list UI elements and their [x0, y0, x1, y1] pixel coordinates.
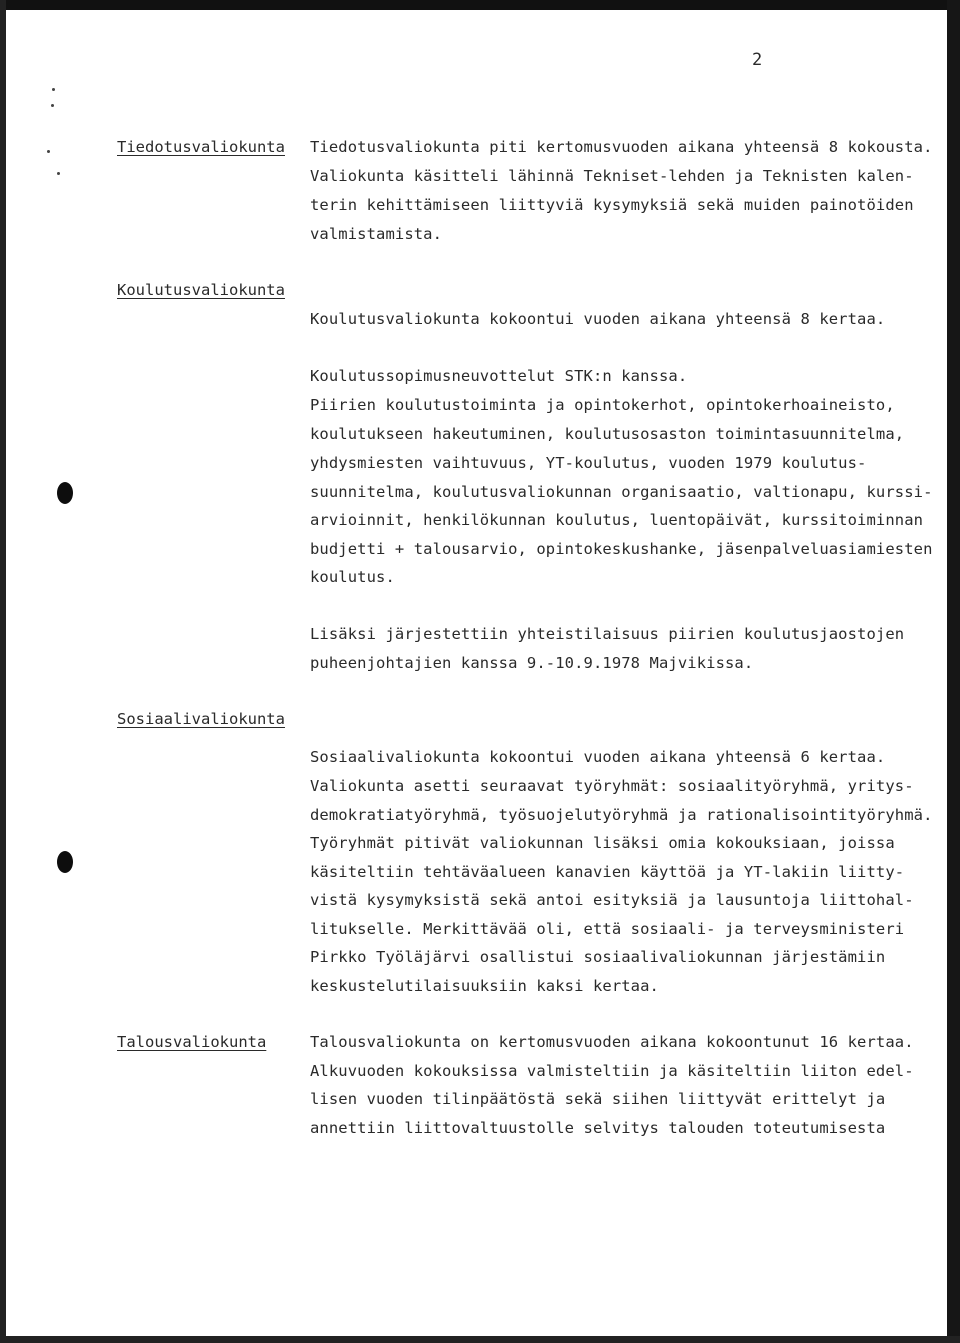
scan-speck — [57, 172, 60, 175]
body-line: annettiin liittovaltuustolle selvitys talouden toteutumisesta — [310, 1119, 886, 1137]
section-heading-sosiaali: Sosiaalivaliokunta — [117, 710, 285, 728]
body-line: litukselle. Merkittävää oli, että sosiaali- ja terveysministeri — [310, 920, 905, 938]
body-line: Valiokunta käsitteli lähinnä Tekniset-lehden ja Teknisten kalen- — [310, 167, 914, 185]
scan-speck — [51, 104, 54, 107]
section-heading-tiedotus: Tiedotusvaliokunta — [117, 138, 285, 156]
body-line: käsiteltiin tehtäväalueen kanavien käyttöä ja YT-lakiin liitty- — [310, 863, 905, 881]
body-line: valmistamista. — [310, 225, 443, 243]
scan-border-right — [947, 0, 960, 1343]
body-line: Pirkko Työläjärvi osallistui sosiaalivaliokunnan järjestämiin — [310, 948, 886, 966]
scan-border-bottom — [0, 1336, 960, 1343]
body-line: keskustelutilaisuuksiin kaksi kertaa. — [310, 977, 659, 995]
body-line: Alkuvuoden kokouksissa valmisteltiin ja käsiteltiin liiton edel- — [310, 1062, 914, 1080]
punch-hole-upper — [57, 482, 73, 504]
body-line: koulutus. — [310, 568, 395, 586]
scan-border-top — [0, 0, 960, 10]
body-line: puheenjohtajien kanssa 9.-10.9.1978 Majvikissa. — [310, 654, 754, 672]
body-line: Valiokunta asetti seuraavat työryhmät: sosiaalityöryhmä, yritys- — [310, 777, 914, 795]
scan-border-left — [0, 0, 6, 1343]
punch-hole-lower — [57, 851, 73, 873]
page-number: 2 — [752, 50, 763, 70]
section-heading-talous: Talousvaliokunta — [117, 1033, 267, 1051]
body-line: Talousvaliokunta on kertomusvuoden aikana kokoontunut 16 kertaa. — [310, 1033, 914, 1051]
body-line: Tiedotusvaliokunta piti kertomusvuoden aikana yhteensä 8 kokousta. — [310, 138, 933, 156]
body-line: Sosiaalivaliokunta kokoontui vuoden aikana yhteensä 6 kertaa. — [310, 748, 886, 766]
body-line: Piirien koulutustoiminta ja opintokerhot, opintokerhoaineisto, — [310, 396, 895, 414]
body-line: demokratiatyöryhmä, työsuojelutyöryhmä ja rationalisointityöryhmä. — [310, 806, 933, 824]
body-line: budjetti + talousarvio, opintokeskushanke, jäsenpalveluasiamiesten — [310, 540, 933, 558]
section-heading-koulutus: Koulutusvaliokunta — [117, 281, 285, 299]
body-line: Työryhmät pitivät valiokunnan lisäksi omia kokouksiaan, joissa — [310, 834, 895, 852]
scan-speck — [52, 88, 55, 91]
body-line: Koulutusvaliokunta kokoontui vuoden aikana yhteensä 8 kertaa. — [310, 310, 886, 328]
body-line: terin kehittämiseen liittyviä kysymyksiä sekä muiden painotöiden — [310, 196, 914, 214]
body-line: suunnitelma, koulutusvaliokunnan organisaatio, valtionapu, kurssi- — [310, 483, 933, 501]
body-line: vistä kysymyksistä sekä antoi esityksiä ja lausuntoja liittohal- — [310, 891, 914, 909]
scan-speck — [47, 150, 50, 153]
body-line: Koulutussopimusneuvottelut STK:n kanssa. — [310, 367, 688, 385]
body-line: yhdysmiesten vaihtuvuus, YT-koulutus, vuoden 1979 koulutus- — [310, 454, 867, 472]
body-line: Lisäksi järjestettiin yhteistilaisuus piirien koulutusjaostojen — [310, 625, 905, 643]
body-line: koulutukseen hakeutuminen, koulutusosaston toimintasuunnitelma, — [310, 425, 905, 443]
body-line: lisen vuoden tilinpäätöstä sekä siihen liittyvät erittelyt ja — [310, 1090, 886, 1108]
body-line: arvioinnit, henkilökunnan koulutus, luentopäivät, kurssitoiminnan — [310, 511, 924, 529]
